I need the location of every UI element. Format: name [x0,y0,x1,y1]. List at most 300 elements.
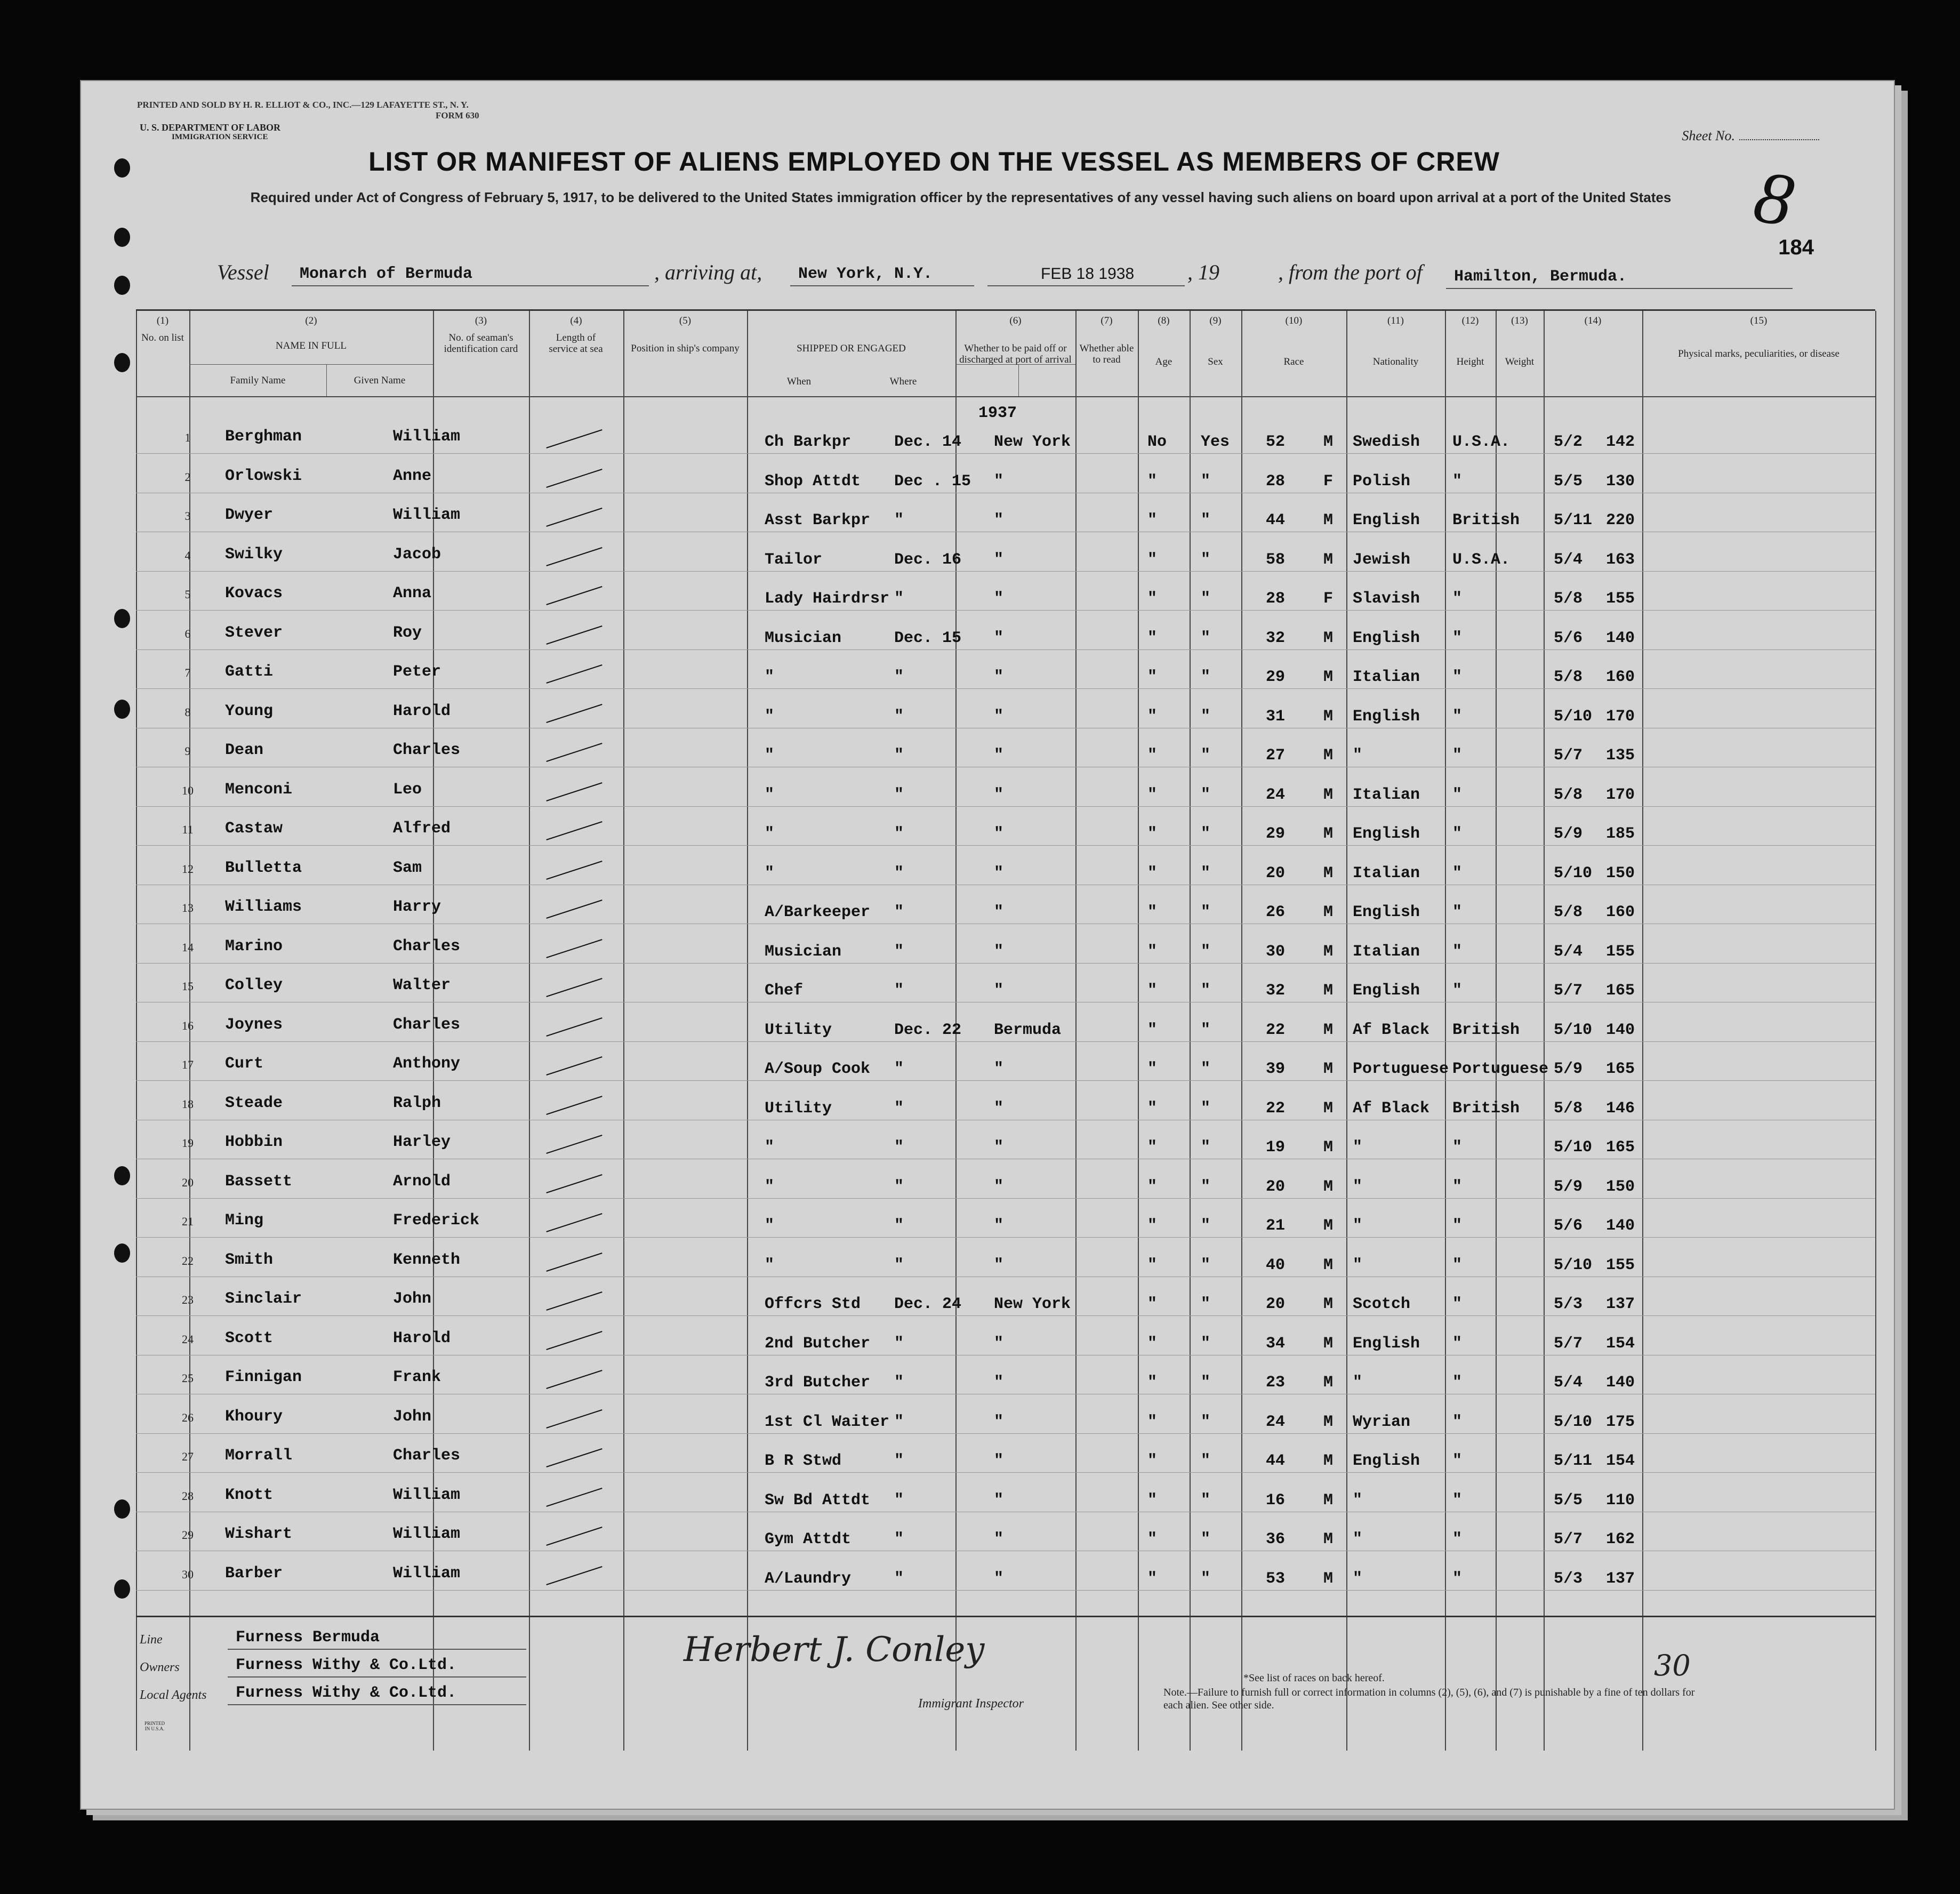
cell-weight: 185 [1606,825,1635,843]
cell-given: Roy [393,623,422,642]
cell-family: Stever [225,623,283,642]
agents-value: Furness Withy & Co.Ltd. [236,1684,457,1702]
department-name: U. S. DEPARTMENT OF LABOR IMMIGRATION SERVICE [140,122,281,141]
cell-sex: F [1323,590,1334,608]
cell-given: William [393,506,461,524]
row-number: 1 [184,431,191,444]
cell-paid: " [1147,1413,1158,1431]
cell-nat: " [1452,825,1463,843]
col-num-15: (15) [1750,315,1768,326]
cell-read: " [1201,472,1211,491]
printer-info: PRINTED AND SOLD BY H. R. ELLIOT & CO., INC.—129 LAFAYETTE ST., N. Y. FORM 630 [137,100,479,121]
cell-when: " [894,785,904,804]
cell-nat: " [1452,1530,1463,1548]
cell-where: " [994,1177,1004,1196]
cell-paid: " [1147,1177,1158,1196]
cell-read: " [1201,864,1211,882]
cell-where: " [994,1217,1004,1235]
cell-sex: M [1323,942,1334,961]
col-label-where: Where [889,376,917,387]
cell-nat: " [1452,629,1463,647]
cell-where: " [994,1099,1004,1118]
cell-paid: " [1147,1530,1158,1548]
cell-height: 5/11 [1554,511,1593,529]
owners-value: Furness Withy & Co.Ltd. [236,1656,457,1674]
cell-height: 5/10 [1554,707,1593,726]
cell-where: " [994,511,1004,529]
row-number: 27 [182,1450,194,1463]
row-number: 26 [182,1410,194,1424]
cell-where: " [994,1060,1004,1078]
cell-read: " [1201,1138,1211,1157]
cell-family: Sinclair [225,1290,302,1308]
cell-where: " [994,629,1004,647]
cell-age: 22 [1266,1021,1286,1039]
cell-read: " [1201,1569,1211,1588]
cell-family: Ming [225,1211,264,1230]
cell-weight: 165 [1606,1138,1635,1157]
cell-paid: " [1147,668,1158,686]
row-number: 14 [182,940,194,954]
cell-where: " [994,1413,1004,1431]
cell-given: Ralph [393,1094,441,1112]
cell-position: " [765,864,775,882]
cell-given: William [393,1486,461,1504]
cell-when: " [894,1452,904,1470]
cell-age: 16 [1266,1491,1286,1510]
cell-sex: M [1323,1491,1334,1510]
cell-given: Leo [393,780,422,799]
cell-weight: 162 [1606,1530,1635,1548]
cell-sex: M [1323,1060,1334,1078]
cell-read: " [1201,1060,1211,1078]
cell-nat: " [1452,668,1463,686]
cell-position: Lady Hairdrsr [765,590,890,608]
year-label: , 19 [1187,260,1219,284]
row-number: 23 [182,1293,194,1306]
row-number: 13 [182,901,194,914]
cell-nat: " [1452,864,1463,882]
cell-when: " [894,747,904,765]
cell-nat: British [1452,1021,1520,1039]
punch-hole-8 [114,1243,130,1263]
cell-weight: 154 [1606,1334,1635,1353]
cell-race: Italian [1353,942,1420,961]
cell-age: 28 [1266,590,1286,608]
cell-age: 28 [1266,472,1286,491]
cell-family: Williams [225,898,302,916]
cell-age: 24 [1266,785,1286,804]
cell-nat: British [1452,1099,1520,1118]
cell-sex: M [1323,785,1334,804]
cell-weight: 140 [1606,1217,1635,1235]
cell-race: " [1353,1569,1363,1588]
cell-age: 22 [1266,1099,1286,1118]
cell-position: Offcrs Std [765,1295,861,1313]
cell-race: Jewish [1353,550,1411,569]
cell-family: Barber [225,1564,283,1583]
cell-nat: " [1452,1217,1463,1235]
cell-height: 5/6 [1554,629,1583,647]
cell-read: " [1201,1021,1211,1039]
cell-race: Italian [1353,785,1420,804]
col-label-no: No. on list [141,332,184,343]
cell-where: " [994,707,1004,726]
cell-race: English [1353,903,1420,921]
cell-age: 20 [1266,1295,1286,1313]
row-number: 20 [182,1175,194,1189]
row-number: 30 [182,1567,194,1581]
sheet-number-field: Sheet No. [1682,128,1819,144]
row-number: 22 [182,1254,194,1267]
cell-family: Berghman [225,428,302,446]
agents-label: Local Agents [140,1688,207,1702]
cell-position: Tailor [765,550,823,569]
cell-when: " [894,1491,904,1510]
punch-hole-2 [114,228,130,247]
cell-paid: " [1147,1256,1158,1274]
cell-given: Frederick [393,1211,480,1230]
cell-when: " [894,1334,904,1353]
cell-age: 20 [1266,864,1286,882]
cell-family: Marino [225,937,283,956]
cell-family: Scott [225,1329,274,1347]
cell-read: " [1201,550,1211,569]
cell-weight: 130 [1606,472,1635,491]
cell-when: " [894,982,904,1000]
punch-hole-4 [114,353,130,372]
cell-sex: M [1323,1413,1334,1431]
cell-weight: 154 [1606,1452,1635,1470]
cell-race: English [1353,982,1420,1000]
year-above-when: 1937 [978,404,1017,422]
cell-weight: 110 [1606,1491,1635,1510]
cell-height: 5/10 [1554,1413,1593,1431]
col-num-12: (12) [1461,315,1479,326]
cell-read: " [1201,942,1211,961]
cell-weight: 160 [1606,668,1635,686]
cell-age: 24 [1266,1413,1286,1431]
handwritten-number: 8 [1748,155,1800,243]
cell-given: William [393,428,461,446]
cell-where: " [994,982,1004,1000]
cell-when: " [894,825,904,843]
cell-race: Wyrian [1353,1413,1411,1431]
cell-when: Dec. 16 [894,550,962,569]
cell-sex: M [1323,825,1334,843]
cell-weight: 160 [1606,903,1635,921]
penalty-note: Note.—Failure to furnish full or correct information in columns (2), (5), (6), and (7) is punishable by a fine of ten dollars for each alien. See other side. [1163,1687,1695,1711]
row-number: 17 [182,1058,194,1071]
cell-paid: " [1147,1060,1158,1078]
cell-read: " [1201,982,1211,1000]
cell-paid: " [1147,629,1158,647]
cell-where: " [994,472,1004,491]
cell-age: 31 [1266,707,1286,726]
cell-paid: " [1147,1021,1158,1039]
cell-weight: 165 [1606,1060,1635,1078]
cell-sex: M [1323,864,1334,882]
handwritten-total: 30 [1654,1649,1691,1682]
cell-when: " [894,903,904,921]
cell-given: Charles [393,741,461,759]
cell-sex: M [1323,1569,1334,1588]
cell-read: " [1201,668,1211,686]
cell-race: Italian [1353,668,1420,686]
cell-read: " [1201,1256,1211,1274]
col-num-5: (5) [679,315,692,326]
cell-sex: M [1323,1099,1334,1118]
cell-paid: " [1147,747,1158,765]
cell-nat: " [1452,747,1463,765]
col-label-when: When [786,376,812,387]
cell-height: 5/9 [1554,1177,1583,1196]
line-value: Furness Bermuda [236,1628,380,1647]
arrival-date-stamp: FEB 18 1938 [1041,265,1135,283]
cell-age: 39 [1266,1060,1286,1078]
page-subtitle: Required under Act of Congress of February 5, 1917, to be delivered to the United States immigration officer by the representatives of any vessel having such aliens on board upon arrival at a port of the United States [250,189,1672,205]
cell-paid: " [1147,472,1158,491]
cell-read: " [1201,629,1211,647]
cell-race: English [1353,825,1420,843]
cell-sex: M [1323,1334,1334,1353]
cell-position: Gym Attdt [765,1530,852,1548]
col-num-6: (6) [1009,315,1022,326]
cell-when: " [894,1413,904,1431]
cell-weight: 165 [1606,982,1635,1000]
cell-where: " [994,1334,1004,1353]
col-label-height: Height [1456,356,1484,367]
cell-given: Harold [393,702,451,720]
inspector-label: Immigrant Inspector [918,1697,1024,1711]
cell-where: " [994,747,1004,765]
cell-where: " [994,1491,1004,1510]
cell-height: 5/9 [1554,1060,1583,1078]
cell-position: " [765,1256,775,1274]
cell-nat: " [1452,1334,1463,1353]
cell-when: " [894,1177,904,1196]
manifest-sheet [80,80,1895,1810]
cell-when: " [894,590,904,608]
cell-paid: " [1147,982,1158,1000]
cell-position: " [765,785,775,804]
cell-nat: " [1452,1491,1463,1510]
cell-where: " [994,1374,1004,1392]
cell-given: Walter [393,976,451,994]
cell-family: Menconi [225,780,293,799]
cell-position: " [765,668,775,686]
cell-position: Asst Barkpr [765,511,871,529]
cell-position: " [765,747,775,765]
cell-age: 21 [1266,1217,1286,1235]
cell-weight: 155 [1606,590,1635,608]
cell-weight: 170 [1606,785,1635,804]
punch-hole-1 [114,158,130,178]
cell-paid: " [1147,1334,1158,1353]
row-number: 18 [182,1097,194,1111]
punch-hole-9 [114,1499,130,1519]
cell-read: " [1201,825,1211,843]
cell-age: 58 [1266,550,1286,569]
cell-race: Scotch [1353,1295,1411,1313]
cell-sex: M [1323,1374,1334,1392]
cell-race: Slavish [1353,590,1420,608]
vessel-name: Monarch of Bermuda [300,265,473,283]
cell-given: Sam [393,858,422,877]
cell-read: " [1201,707,1211,726]
cell-paid: " [1147,550,1158,569]
cell-family: Finnigan [225,1368,302,1386]
line-label: Line [140,1633,163,1647]
cell-position: A/Barkeeper [765,903,871,921]
cell-when: Dec. 22 [894,1021,962,1039]
col-label-family-name: Family Name [230,375,286,386]
cell-height: 5/8 [1554,903,1583,921]
cell-height: 5/8 [1554,590,1583,608]
row-number: 4 [184,548,191,562]
cell-where: " [994,668,1004,686]
col-label-shipped: SHIPPED OR ENGAGED [797,343,906,354]
cell-family: Swilky [225,545,283,564]
page-title: LIST OR MANIFEST OF ALIENS EMPLOYED ON THE VESSEL AS MEMBERS OF CREW [368,147,1500,176]
cell-sex: M [1323,747,1334,765]
cell-age: 26 [1266,903,1286,921]
cell-given: John [393,1290,432,1308]
cell-given: John [393,1407,432,1426]
col-num-1: (1) [156,315,169,326]
cell-paid: " [1147,1295,1158,1313]
row-number: 11 [182,823,194,836]
cell-race: Polish [1353,472,1411,491]
cell-read: " [1201,1452,1211,1470]
cell-age: 34 [1266,1334,1286,1353]
cell-paid: " [1147,1099,1158,1118]
cell-race: English [1353,707,1420,726]
printed-mark: PRINTED IN U.S.A. [144,1721,165,1731]
cell-age: 29 [1266,668,1286,686]
col-label-given-name: Given Name [354,375,406,386]
col-num-9: (9) [1209,315,1222,326]
cell-height: 5/11 [1554,1452,1593,1470]
cell-given: Harold [393,1329,451,1347]
cell-where: " [994,864,1004,882]
col-num-11: (11) [1387,315,1404,326]
inspector-signature: Herbert J. Conley [684,1630,985,1670]
cell-paid: " [1147,1374,1158,1392]
cell-family: Bulletta [225,858,302,877]
cell-given: Charles [393,1447,461,1465]
cell-sex: M [1323,550,1334,569]
cell-given: Anne [393,467,432,485]
cell-race: Swedish [1353,433,1420,451]
vessel-label: Vessel [217,260,269,284]
cell-where: New York [994,433,1071,451]
cell-read: " [1201,511,1211,529]
cell-height: 5/8 [1554,785,1583,804]
cell-given: Harry [393,898,441,916]
cell-position: Utility [765,1099,832,1118]
col-label-sex: Sex [1208,356,1223,367]
cell-paid: " [1147,707,1158,726]
row-number: 28 [182,1489,194,1503]
cell-given: William [393,1564,461,1583]
row-number: 24 [182,1332,194,1346]
cell-when: " [894,1060,904,1078]
cell-race: English [1353,1334,1420,1353]
cell-read: " [1201,1099,1211,1118]
cell-nat: " [1452,982,1463,1000]
cell-position: B R Stwd [765,1452,842,1470]
cell-family: Dean [225,741,264,759]
cell-when: " [894,1217,904,1235]
cell-age: 32 [1266,982,1286,1000]
cell-sex: M [1323,903,1334,921]
cell-paid: " [1147,1569,1158,1588]
cell-position: Utility [765,1021,832,1039]
arriving-port: New York, N.Y. [798,265,933,283]
cell-sex: M [1323,433,1334,451]
cell-family: Orlowski [225,467,302,485]
col-label-race: Race [1283,356,1304,367]
cell-given: Jacob [393,545,441,564]
col-num-7: (7) [1101,315,1113,326]
cell-where: " [994,1530,1004,1548]
cell-family: Gatti [225,663,274,681]
punch-hole-7 [114,1166,130,1185]
cell-when: " [894,1099,904,1118]
cell-when: Dec . 15 [894,472,971,491]
cell-read: " [1201,785,1211,804]
cell-where: " [994,942,1004,961]
cell-given: Frank [393,1368,441,1386]
cell-age: 20 [1266,1177,1286,1196]
cell-paid: " [1147,1491,1158,1510]
cell-given: Arnold [393,1172,451,1191]
cell-height: 5/10 [1554,864,1593,882]
row-number: 12 [182,862,194,876]
cell-race: Af Black [1353,1099,1430,1118]
cell-nat: British [1452,511,1520,529]
cell-sex: M [1323,629,1334,647]
cell-read: " [1201,747,1211,765]
cell-where: " [994,785,1004,804]
cell-weight: 175 [1606,1413,1635,1431]
cell-sex: M [1323,1138,1334,1157]
cell-height: 5/4 [1554,942,1583,961]
cell-paid: " [1147,590,1158,608]
cell-height: 5/8 [1554,668,1583,686]
cell-where: Bermuda [994,1021,1062,1039]
cell-nat: " [1452,942,1463,961]
cell-when: " [894,511,904,529]
row-number: 15 [182,980,194,993]
cell-family: Castaw [225,820,283,838]
cell-age: 19 [1266,1138,1286,1157]
col-num-13: (13) [1511,315,1528,326]
cell-where: " [994,550,1004,569]
cell-sex: M [1323,1256,1334,1274]
col-label-service: Length of service at sea [549,332,603,355]
cell-nat: U.S.A. [1452,433,1511,451]
cell-family: Bassett [225,1172,293,1191]
row-number: 21 [182,1215,194,1228]
cell-sex: M [1323,1295,1334,1313]
cell-weight: 140 [1606,1021,1635,1039]
row-number: 5 [184,588,191,601]
row-number: 9 [184,744,191,758]
cell-height: 5/2 [1554,433,1583,451]
cell-family: Wishart [225,1525,293,1543]
